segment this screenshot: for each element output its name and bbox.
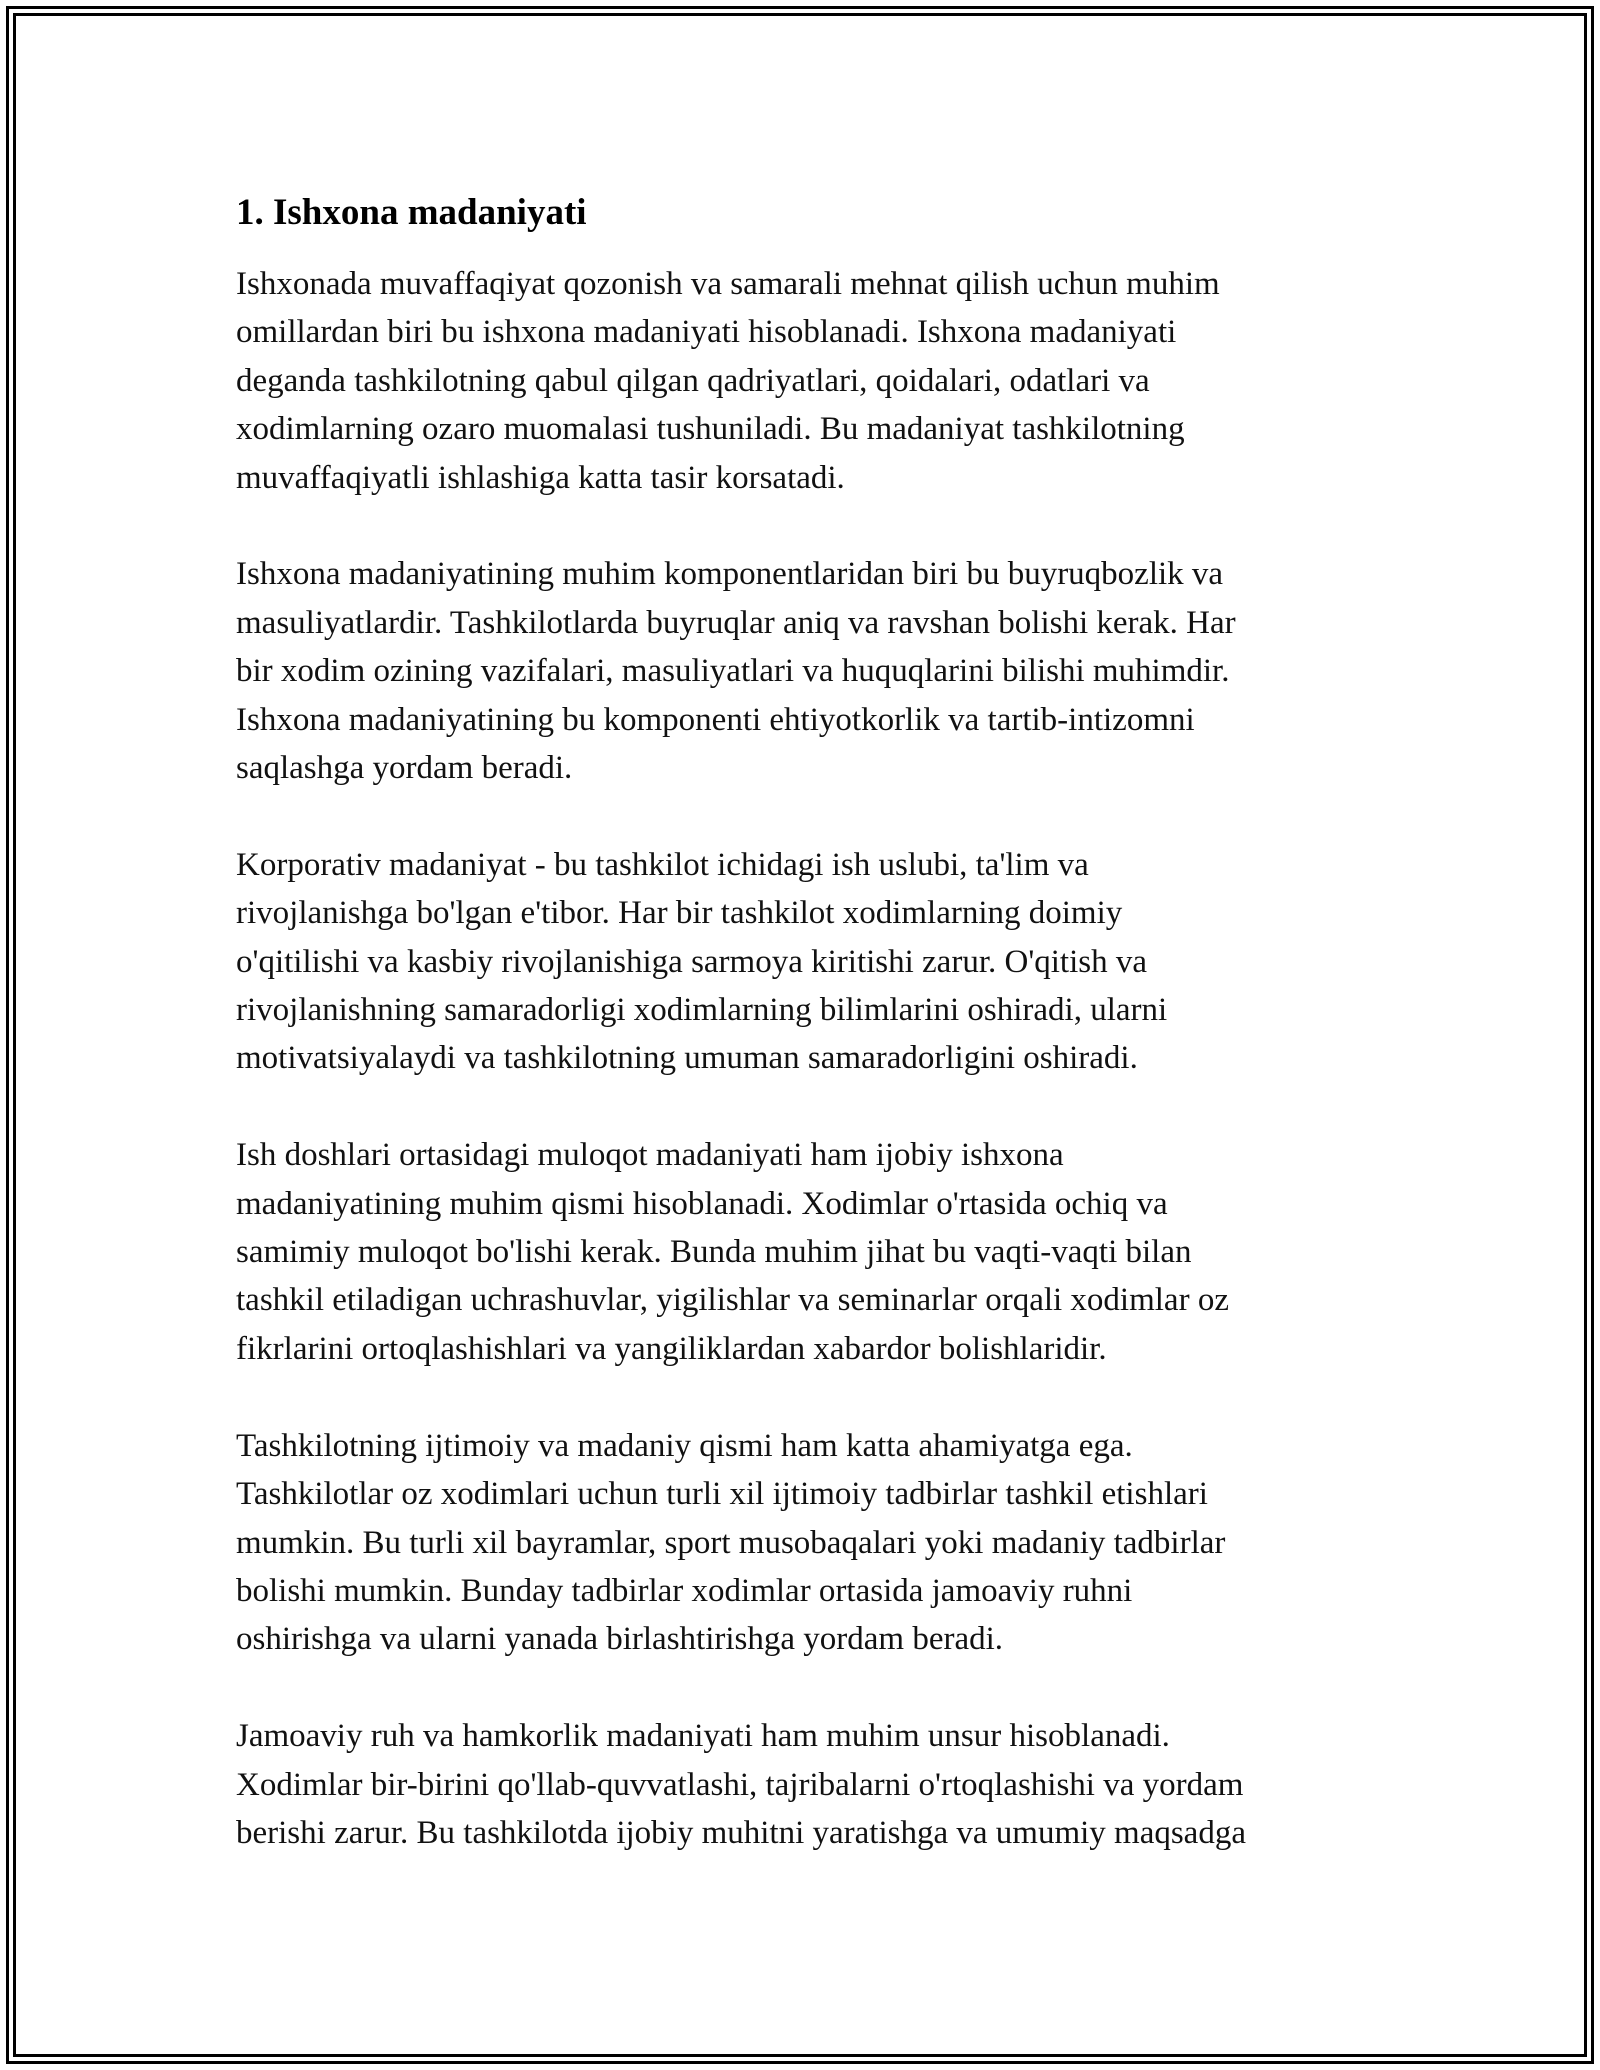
section-heading: 1. Ishxona madaniyati xyxy=(236,192,587,233)
document-body xyxy=(236,186,1396,1857)
paragraph-2: Ishxona madaniyatining muhim komponentlaridan biri bu buyruqbozlik va masuliyatlardir. Tashkilotlarda buyruqlar aniq va ravshan bolishi kerak. Har bir xodim ozining vazifalari, masuliyatlari va huquqlarini bilishi muhimdir. Ishxona madaniyatining bu komponenti ehtiyotkorlik va tartib-intizomni saqlashga yordam beradi. xyxy=(236,556,1236,787)
paragraph-1: Ishxonada muvaffaqiyat qozonish va samarali mehnat qilish uchun muhim omillardan biri bu ishxona madaniyati hisoblanadi. Ishxona madaniyati deganda tashkilotning qabul qilgan qadriyatlari, qoidalari, odatlari va xodimlarning ozaro muomalasi tushuniladi. Bu madaniyat tashkilotning muvaffaqiyatli ishlashiga katta tasir korsatadi. xyxy=(236,266,1220,496)
paragraph-4: Ish doshlari ortasidagi muloqot madaniyati ham ijobiy ishxona madaniyatining muhim qismi hisoblanadi. Xodimlar o'rtasida ochiq va samimiy muloqot bo'lishi kerak. Bunda muhim jihat bu vaqti-vaqti bilan tashkil etiladigan uchrashuvlar, yigilishlar va seminarlar orqali xodimlar oz fikrlarini ortoqlashishlari va yangiliklardan xabardor bolishlaridir. xyxy=(236,1137,1229,1367)
paragraph-5: Tashkilotning ijtimoiy va madaniy qismi ham katta ahamiyatga ega. Tashkilotlar oz xodimlari uchun turli xil ijtimoiy tadbirlar tashkil etishlari mumkin. Bu turli xil bayramlar, sport musobaqalari yoki madaniy tadbirlar bolishi mumkin. Bunday tadbirlar xodimlar ortasida jamoaviy ruhni oshirishga va ularni yanada birlashtirishga yordam beradi. xyxy=(236,1427,1226,1658)
paragraph-6: Jamoaviy ruh va hamkorlik madaniyati ham muhim unsur hisoblanadi. Xodimlar bir-birini qo'llab-quvvatlashi, tajribalarni o'rtoqlashishi va yordam berishi zarur. Bu tashkilotda ijobiy muhitni yaratishga va umumiy maqsadga xyxy=(236,1718,1246,1851)
paragraph-3: Korporativ madaniyat - bu tashkilot ichidagi ish uslubi, ta'lim va rivojlanishga bo'lgan e'tibor. Har bir tashkilot xodimlarning doimiy o'qitilishi va kasbiy rivojlanishiga sarmoya kiritishi zarur. O'qitish va rivojlanishning samaradorligi xodimlarning bilimlarini oshiradi, ularni motivatsiyalaydi va tashkilotning umuman samaradorligini oshiradi. xyxy=(236,846,1168,1077)
